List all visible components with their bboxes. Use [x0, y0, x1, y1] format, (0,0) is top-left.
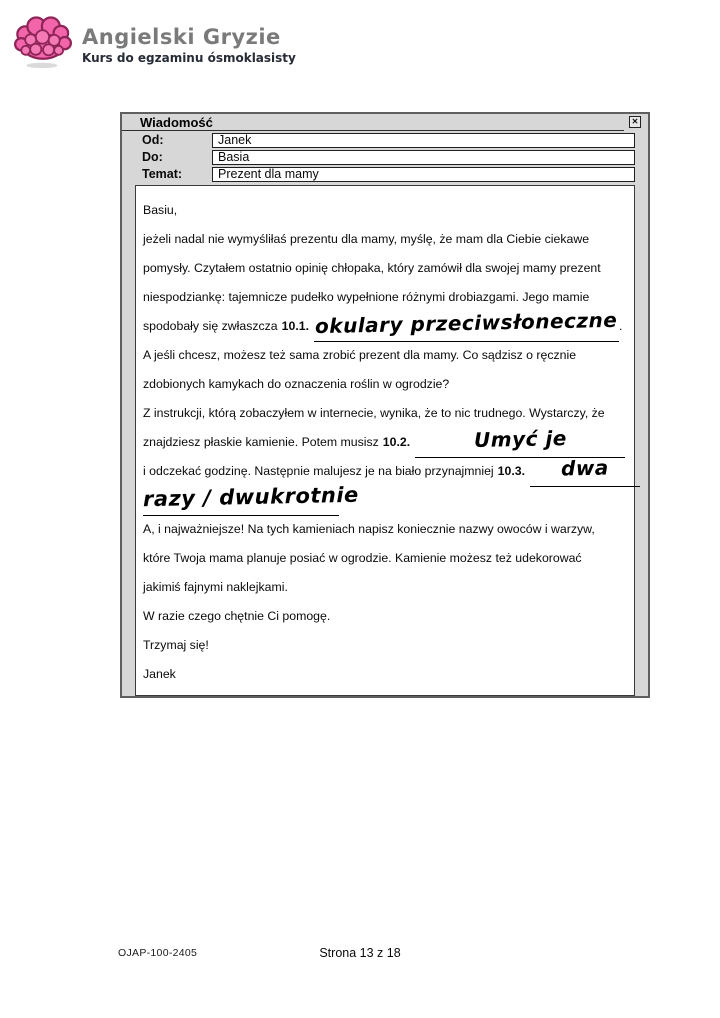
- brand-title: Angielski Gryzie: [82, 25, 281, 49]
- message-body: [135, 185, 635, 696]
- brand-header: [14, 12, 296, 72]
- body-line: które Twoja mama planuje posiać w ogrodzie. Kamienie możesz też udekorować: [143, 551, 582, 565]
- gap-10-3-pre: i odczekać godzinę. Następnie malujesz je na biało przynajmniej: [143, 464, 494, 478]
- gap-10-2-blank[interactable]: [415, 428, 625, 458]
- to-label: Do:: [142, 150, 163, 164]
- exam-sheet-code: OJAP-100-2405: [118, 947, 198, 959]
- gap-10-1-blank[interactable]: [314, 307, 619, 342]
- body-line: jeżeli nadal nie wymyśliłaś prezentu dla mamy, myślę, że mam dla Ciebie ciekawe: [143, 232, 590, 246]
- body-line: niespodziankę: tajemnicze pudełko wypełnione różnymi drobiazgami. Jego mamie: [143, 290, 590, 304]
- body-line: pomysły. Czytałem ostatnio opinię chłopaka, który zamówił dla swojej mamy prezent: [143, 261, 601, 275]
- gap-10-1-answer: okulary przeciwsłoneczne: [315, 307, 618, 339]
- subject-label: Temat:: [142, 167, 183, 181]
- body-line: Trzymaj się!: [143, 638, 209, 652]
- body-line: A, i najważniejsze! Na tych kamieniach napisz koniecznie nazwy owoców i warzyw,: [143, 522, 595, 536]
- body-line-gap-10-2: [143, 428, 629, 457]
- gap-10-1-pre: spodobały się zwłaszcza: [143, 319, 278, 333]
- brand-subtitle: Kurs do egzaminu ósmoklasisty: [82, 51, 296, 65]
- gap-10-1-number: 10.1.: [281, 319, 310, 333]
- from-label: Od:: [142, 133, 164, 147]
- body-line-gap-10-3-continued: [142, 482, 629, 515]
- close-icon: ✕: [631, 117, 639, 126]
- body-line: jakimiś fajnymi naklejkami.: [143, 580, 288, 594]
- gap-10-1-post: .: [619, 319, 623, 333]
- brain-icon: [14, 12, 72, 72]
- subject-field[interactable]: Prezent dla mamy: [212, 167, 635, 182]
- gap-10-3-blank[interactable]: [530, 457, 640, 487]
- body-line: zdobionych kamykach do oznaczenia roślin w ogrodzie?: [143, 377, 450, 391]
- body-salutation: Basiu,: [143, 203, 178, 217]
- gap-10-3-number: 10.3.: [497, 464, 526, 478]
- close-button[interactable]: [629, 116, 641, 128]
- body-signature: Janek: [143, 667, 176, 681]
- gap-10-2-answer: Umyć je: [473, 426, 567, 452]
- page-number: Strona 13 z 18: [319, 946, 401, 960]
- gap-10-2-number: 10.2.: [382, 435, 411, 449]
- from-field[interactable]: Janek: [212, 133, 635, 148]
- to-field[interactable]: Basia: [212, 150, 635, 165]
- body-line-gap-10-3: [143, 457, 629, 486]
- gap-10-2-pre: znajdziesz płaskie kamienie. Potem musisz: [143, 435, 379, 449]
- gap-10-3-blank-continued[interactable]: [142, 482, 360, 516]
- body-line: W razie czego chętnie Ci pomogę.: [143, 609, 331, 623]
- body-line: A jeśli chcesz, możesz też sama zrobić prezent dla mamy. Co sądzisz o ręcznie: [143, 348, 577, 362]
- brand-text: [82, 12, 296, 65]
- gap-10-3-answer-part2: razy / dwukrotnie: [142, 482, 360, 512]
- gap-10-3-answer-part1: dwa: [560, 455, 610, 481]
- message-window: [120, 112, 650, 698]
- body-line: Z instrukcji, którą zobaczyłem w internecie, wynika, że to nic trudnego. Wystarczy, że: [143, 406, 605, 420]
- title-separator: [122, 130, 624, 131]
- window-title: Wiadomość: [140, 115, 213, 130]
- body-line-gap-10-1: [143, 307, 629, 341]
